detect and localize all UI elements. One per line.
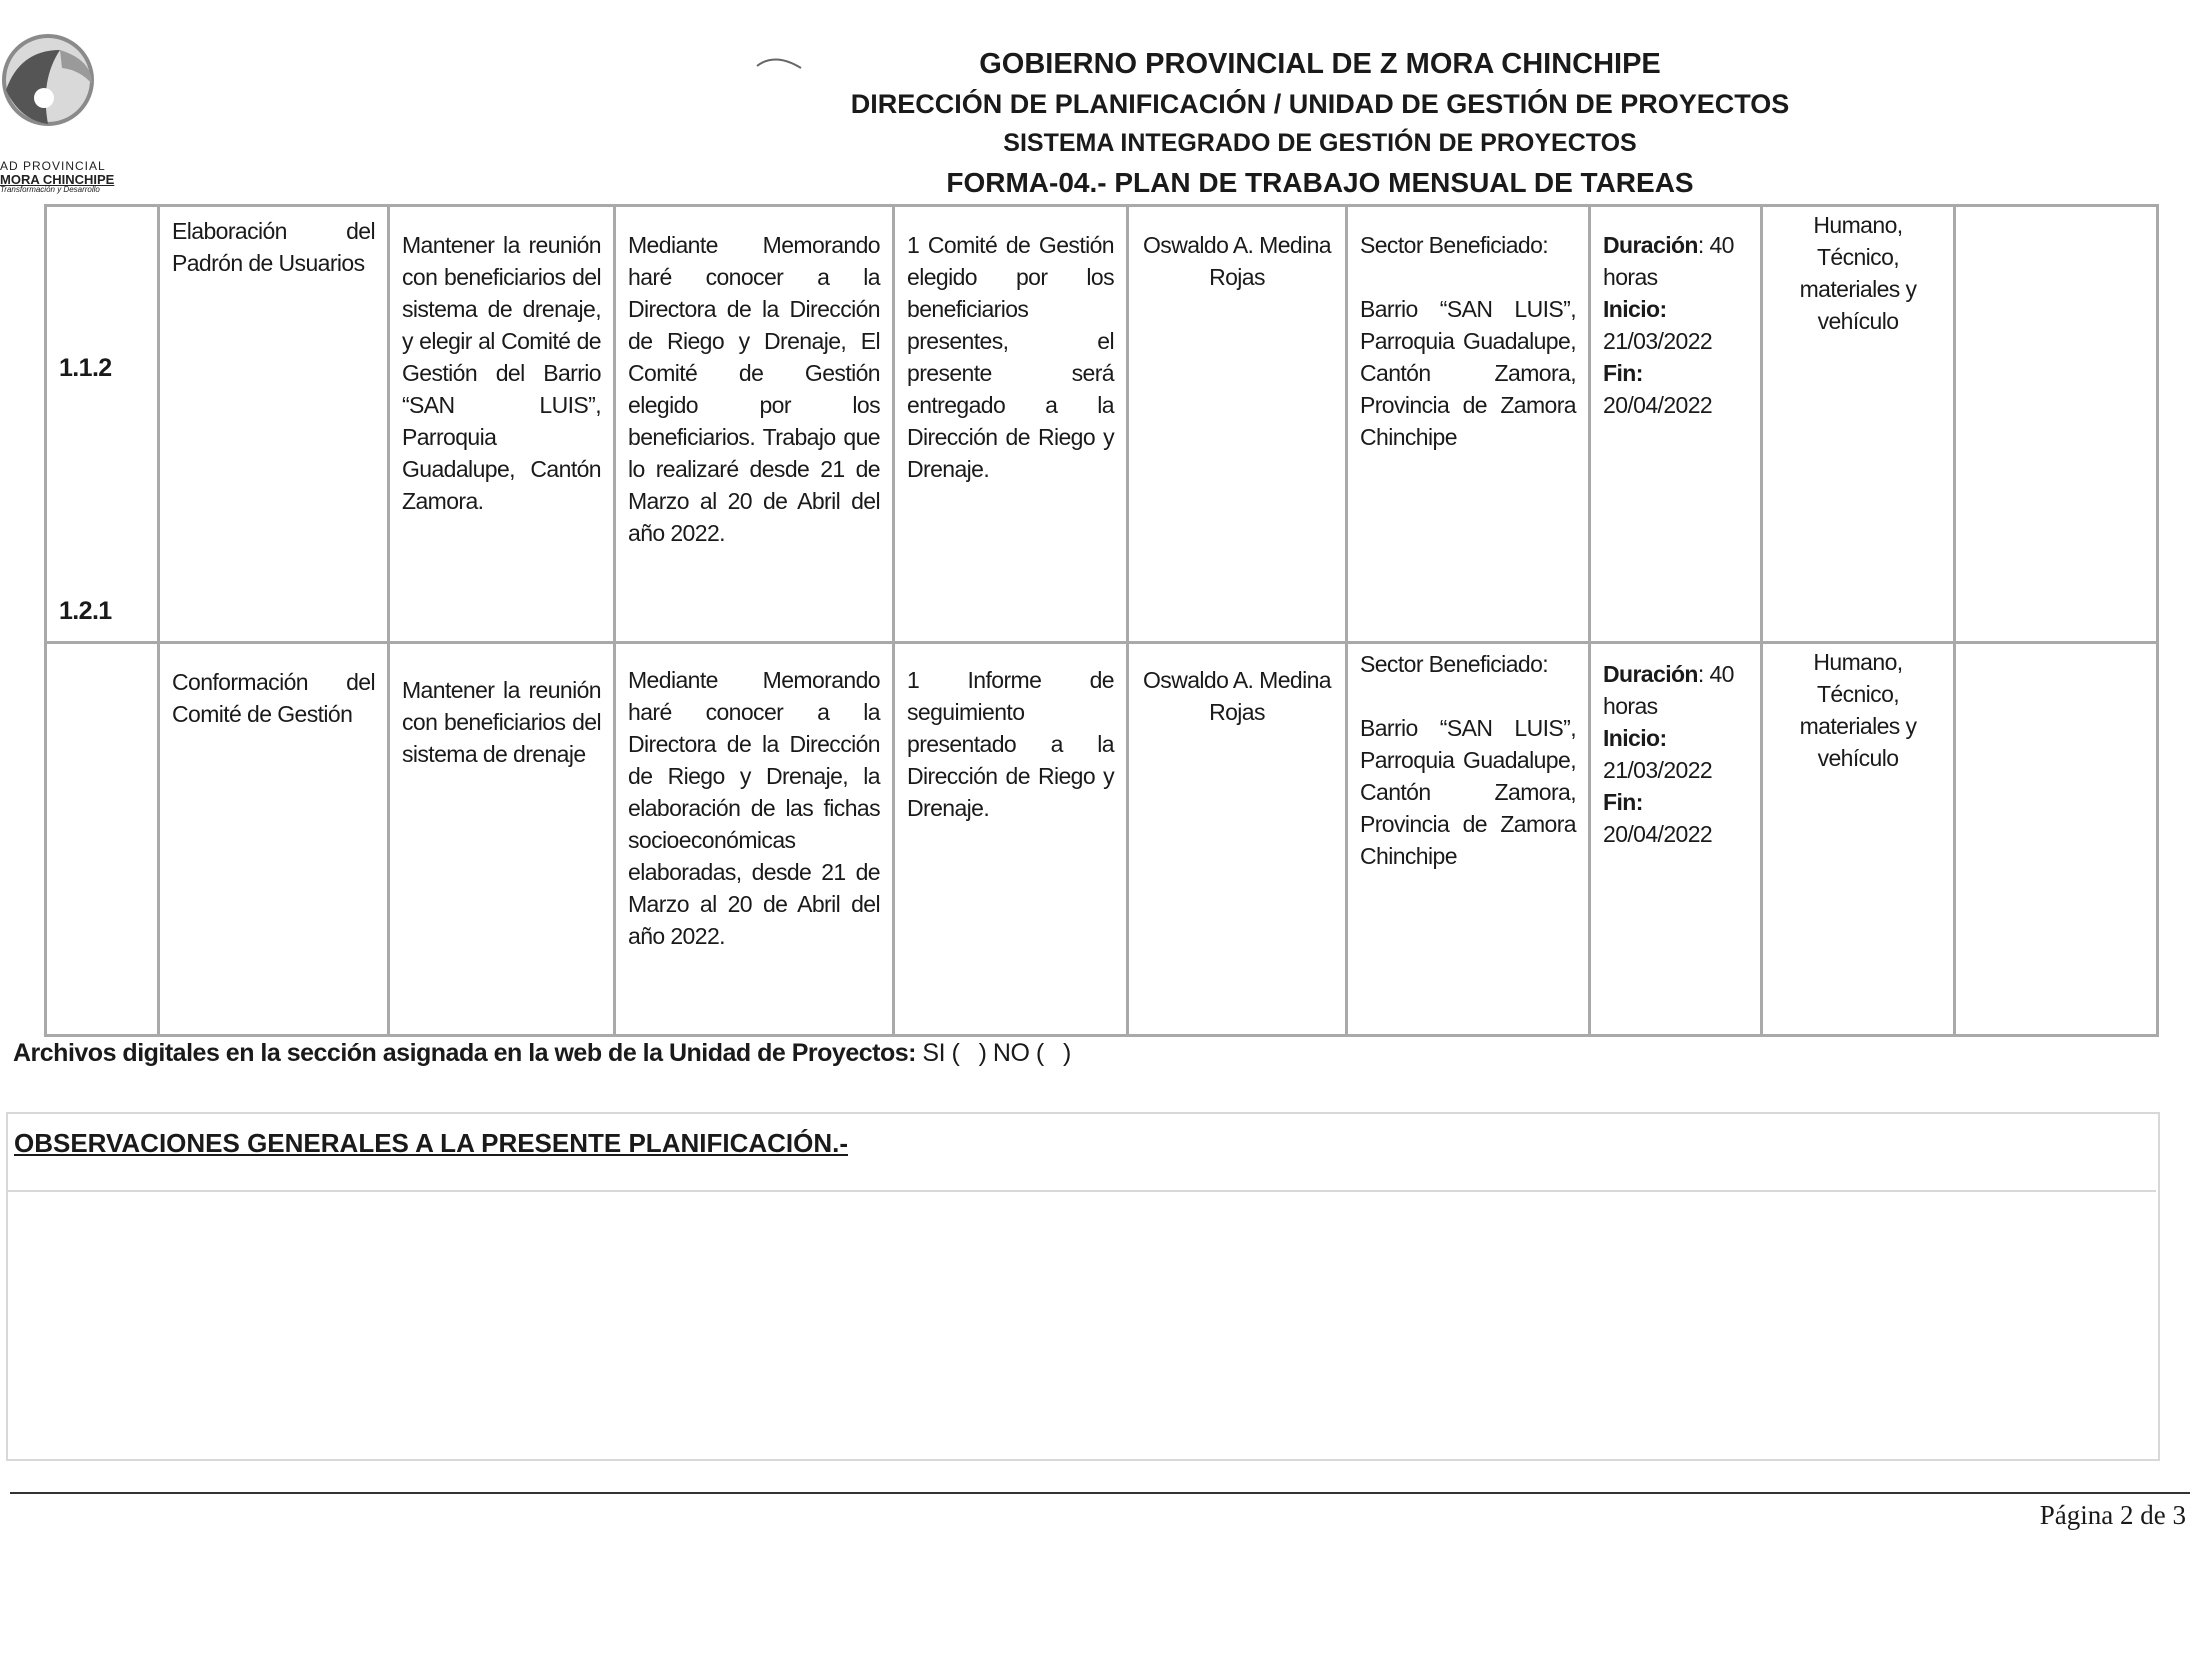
header-direction: DIRECCIÓN DE PLANIFICACIÓN / UNIDAD DE GESTIÓN DE PROYECTOS [850, 89, 1790, 119]
duration-label: Duración [1603, 661, 1698, 687]
task-responsible: Oswaldo A. Medina Rojas [1128, 206, 1347, 643]
logo-line-3: Transformación y Desarrollo [0, 185, 100, 195]
task-method: Mediante Memorando haré conocer a la Directora de la Dirección de Riego y Drenaje, El Comité de Gestión elegido por los beneficiarios. Trabajo que lo realizaré desde 21 de Marzo al 20 de Abril del año 2022. [615, 206, 894, 643]
table-row [46, 643, 2158, 1036]
header-system: SISTEMA INTEGRADO DE GESTIÓN DE PROYECTOS [1003, 129, 1637, 157]
logo-line-2: MORA CHINCHIPE [0, 171, 115, 187]
task-responsible: Oswaldo A. Medina Rojas [1128, 643, 1347, 1036]
digital-files-options: SI ( ) NO ( ) [922, 1039, 1071, 1067]
task-sector [1347, 643, 1590, 1036]
task-sector [1347, 206, 1590, 643]
start-label: Inicio [1603, 725, 1660, 751]
footer-divider [10, 1492, 2190, 1494]
task-product: 1 Comité de Gestión elegido por los beneficiarios presentes, el presente será entregado a la Dirección de Riego y Drenaje. [894, 206, 1128, 643]
start-value: 21/03/2022 [1603, 757, 1713, 783]
start-value: 21/03/2022 [1603, 328, 1713, 354]
header-government: GOBIERNO PROVINCIAL DE Z MORA CHINCHIPE [979, 48, 1661, 80]
end-label: Fin [1603, 360, 1636, 386]
task-schedule: Duración: 40 horas Inicio: 21/03/2022 Fin: 20/04/2022 [1590, 206, 1762, 643]
task-description: Mantener la reunión con beneficiarios del sistema de drenaje, y elegir al Comité de Gestión del Barrio “SAN LUIS”, Parroquia Guadalupe, Cantón Zamora. [389, 206, 615, 643]
header-form-title: FORMA-04.- PLAN DE TRABAJO MENSUAL DE TAREAS [946, 167, 1694, 198]
sector-label: Sector Beneficiado: [1360, 232, 1549, 258]
sector-text: Barrio “SAN LUIS”, Parroquia Guadalupe, Cantón Zamora, Provincia de Zamora Chinchipe [1360, 715, 1576, 869]
task-schedule: Duración: 40 horas Inicio: 21/03/2022 Fin: 20/04/2022 [1590, 643, 1762, 1036]
start-label: Inicio [1603, 296, 1660, 322]
end-label: Fin [1603, 789, 1636, 815]
logo-emblem-icon [0, 20, 110, 150]
task-code: 1.2.1 [46, 643, 159, 1036]
digital-files-line [13, 1039, 1071, 1068]
institution-logo [0, 20, 150, 195]
task-resources: Humano, Técnico, materiales y vehículo [1762, 206, 1955, 643]
task-description: Mantener la reunión con beneficiarios del sistema de drenaje [389, 643, 615, 1036]
table-row [46, 206, 2158, 643]
duration-label: Duración [1603, 232, 1698, 258]
sector-label: Sector Beneficiado: [1360, 651, 1549, 677]
logo-line-1: AD PROVINCIAL [0, 159, 106, 173]
sector-text: Barrio “SAN LUIS”, Parroquia Guadalupe, Cantón Zamora, Provincia de Zamora Chinchipe [1360, 296, 1576, 450]
task-code: 1.1.2 [46, 206, 159, 643]
task-activity: Elaboración del Padrón de Usuarios [159, 206, 389, 643]
digital-files-label: Archivos digitales en la sección asignada en la web de la Unidad de Proyectos: [13, 1039, 916, 1067]
task-notes [1955, 643, 2158, 1036]
task-activity: Conformación del Comité de Gestión [159, 643, 389, 1036]
task-product: 1 Informe de seguimiento presentado a la Dirección de Riego y Drenaje. [894, 643, 1128, 1036]
document-header [760, 44, 1880, 204]
page-number: Página 2 de 3 [2039, 1500, 2186, 1530]
duration-value: : 40 horas [1603, 661, 1734, 719]
task-resources: Humano, Técnico, materiales y vehículo [1762, 643, 1955, 1036]
tasks-table [44, 204, 2159, 1037]
duration-value: : 40 horas [1603, 232, 1734, 290]
end-value: 20/04/2022 [1603, 821, 1713, 847]
end-value: 20/04/2022 [1603, 392, 1713, 418]
observations-title: OBSERVACIONES GENERALES A LA PRESENTE PLANIFICACIÓN.- [14, 1128, 849, 1158]
task-notes [1955, 206, 2158, 643]
task-method: Mediante Memorando haré conocer a la Directora de la Dirección de Riego y Drenaje, la elaboración de las fichas socioeconómicas elaboradas, desde 21 de Marzo al 20 de Abril del año 2022. [615, 643, 894, 1036]
